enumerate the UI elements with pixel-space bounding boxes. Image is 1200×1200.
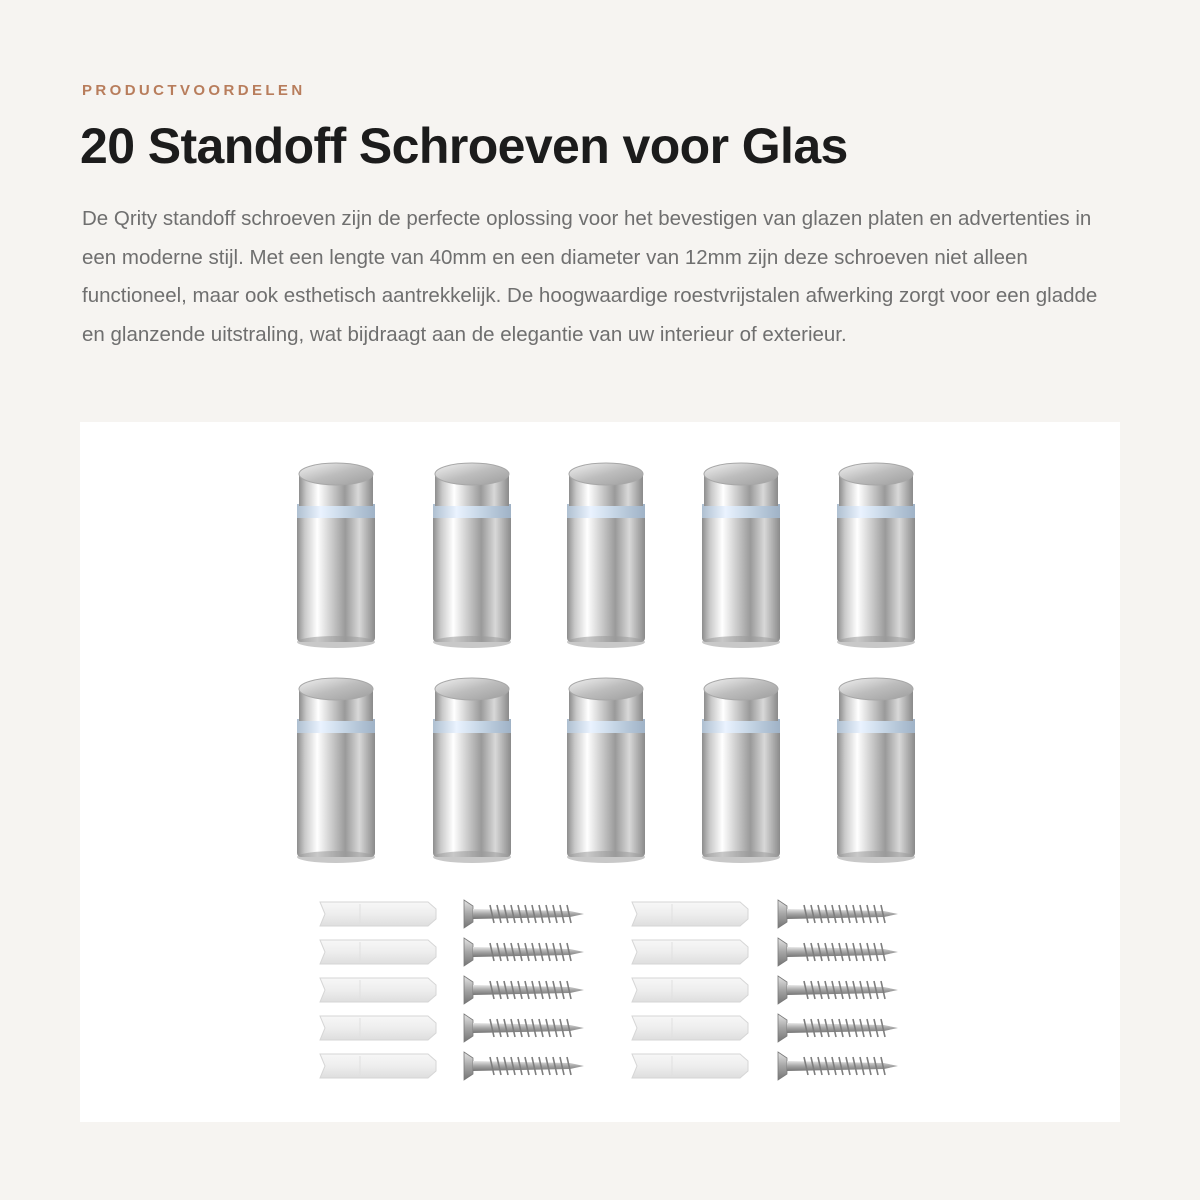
standoff-screw	[837, 463, 915, 648]
wood-screw	[464, 1052, 584, 1080]
wood-screw	[464, 938, 584, 966]
wall-plug	[632, 940, 748, 964]
wall-plug	[320, 978, 436, 1002]
wall-plug	[320, 1016, 436, 1040]
standoff-screw	[433, 678, 511, 863]
standoff-screw	[433, 463, 511, 648]
wood-screw	[464, 976, 584, 1004]
standoff-screw	[567, 678, 645, 863]
wood-screw	[778, 1014, 898, 1042]
page-title: 20 Standoff Schroeven voor Glas	[80, 118, 848, 174]
wood-screw	[778, 900, 898, 928]
standoff-screw	[297, 463, 375, 648]
wall-plug	[320, 902, 436, 926]
eyebrow-label: PRODUCTVOORDELEN	[82, 82, 306, 99]
wall-plug	[320, 940, 436, 964]
wall-plug	[632, 1054, 748, 1078]
wood-screw	[778, 976, 898, 1004]
wood-screw	[464, 900, 584, 928]
standoff-screw	[702, 678, 780, 863]
standoff-screw	[702, 463, 780, 648]
wood-screw	[464, 1014, 584, 1042]
wall-plug	[632, 902, 748, 926]
wall-plug	[632, 1016, 748, 1040]
product-illustration	[80, 422, 1120, 1122]
wall-plug	[320, 1054, 436, 1078]
product-image	[80, 422, 1120, 1122]
standoff-screw	[297, 678, 375, 863]
wall-plug	[632, 978, 748, 1002]
standoff-screw	[567, 463, 645, 648]
wood-screw	[778, 1052, 898, 1080]
wood-screw	[778, 938, 898, 966]
product-description: De Qrity standoff schroeven zijn de perfecte oplossing voor het bevestigen van glazen platen en advertenties in een moderne stijl. Met een lengte van 40mm en een diameter van 12mm zijn deze schroeven niet alleen functioneel, maar ook esthetisch aantrekkelijk. De hoogwaardige roestvrijstalen afwerking zorgt voor een gladde en glanzende uitstraling, wat bijdraagt aan de elegantie van uw interieur of exterieur.	[82, 207, 1098, 346]
standoff-screw	[837, 678, 915, 863]
